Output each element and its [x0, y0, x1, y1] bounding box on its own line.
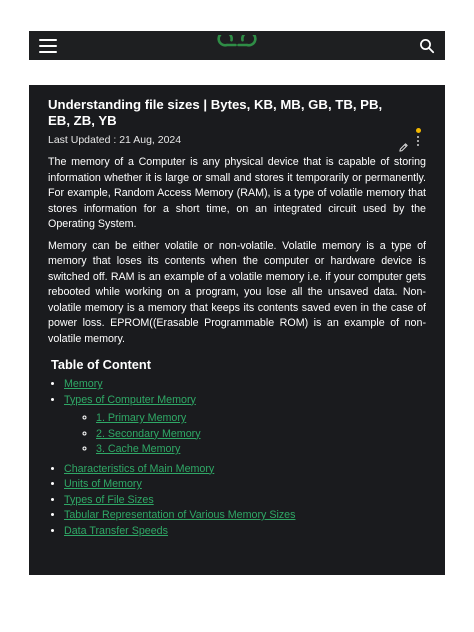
toc-link-types-of-computer-memory[interactable]: Types of Computer Memory	[64, 393, 196, 406]
toc-subitem	[96, 427, 426, 443]
top-navigation-bar	[29, 31, 445, 60]
toc-item	[64, 462, 426, 478]
toc-link-cache-memory[interactable]: 3. Cache Memory	[96, 443, 181, 455]
toc-subitem	[96, 442, 426, 458]
toc-item	[64, 508, 426, 524]
toc-link-tabular-representation[interactable]: Tabular Representation of Various Memory Sizes	[64, 509, 296, 521]
toc-heading: Table of Content	[51, 357, 151, 372]
toc-item	[64, 377, 426, 393]
article-title: Understanding file sizes | Bytes, KB, MB, GB, TB, PB, EB, ZB, YB	[48, 97, 383, 128]
toc-link-secondary-memory[interactable]: 2. Secondary Memory	[96, 427, 201, 440]
volatility-paragraph: Memory can be either volatile or non-volatile. Volatile memory is a type of memory that loses its contents when the computer or hardware device is switched off. RAM is an example of a volatile memory i.e. if your computer gets rebooted while working on a program, you lose all the unsaved data. Non-volatile memory is a memory that keeps its contents saved even in the case of power loss. EPROM((Erasable Programmable ROM) is an example of non-volatile memory.	[48, 239, 426, 345]
toc-item	[64, 393, 426, 458]
toc-item	[64, 524, 426, 540]
search-icon[interactable]	[419, 38, 435, 54]
article-card	[29, 85, 445, 575]
more-options-icon[interactable]	[417, 136, 420, 146]
toc-link-data-transfer-speeds[interactable]: Data Transfer Speeds	[64, 524, 168, 537]
toc-item	[64, 477, 426, 493]
article-tools	[385, 127, 425, 157]
toc-link-types-of-file-sizes[interactable]: Types of File Sizes	[64, 493, 154, 506]
toc-link-units-of-memory[interactable]: Units of Memory	[64, 478, 142, 490]
toc-link-primary-memory[interactable]: 1. Primary Memory	[96, 412, 187, 424]
last-updated-date: Last Updated : 21 Aug, 2024	[48, 134, 182, 146]
edit-pencil-icon[interactable]	[398, 142, 409, 153]
geeksforgeeks-logo-icon[interactable]	[217, 35, 257, 55]
toc-link-memory[interactable]: Memory	[64, 378, 103, 390]
intro-paragraph: The memory of a Computer is any physical device that is capable of storing information whether it is large or small and stores it temporarily or permanently. For example, Random Access Memory (RAM), is a type of volatile memory that stores information for a short time, on an integrated circuit used by the Operating System.	[48, 156, 426, 230]
hamburger-menu-icon[interactable]	[39, 39, 57, 53]
toc-sublist	[64, 411, 426, 458]
notification-dot-icon	[416, 128, 421, 133]
table-of-contents	[48, 377, 426, 539]
toc-subitem	[96, 411, 426, 427]
toc-link-characteristics-of-main-memory[interactable]: Characteristics of Main Memory	[64, 462, 215, 475]
toc-item	[64, 493, 426, 509]
